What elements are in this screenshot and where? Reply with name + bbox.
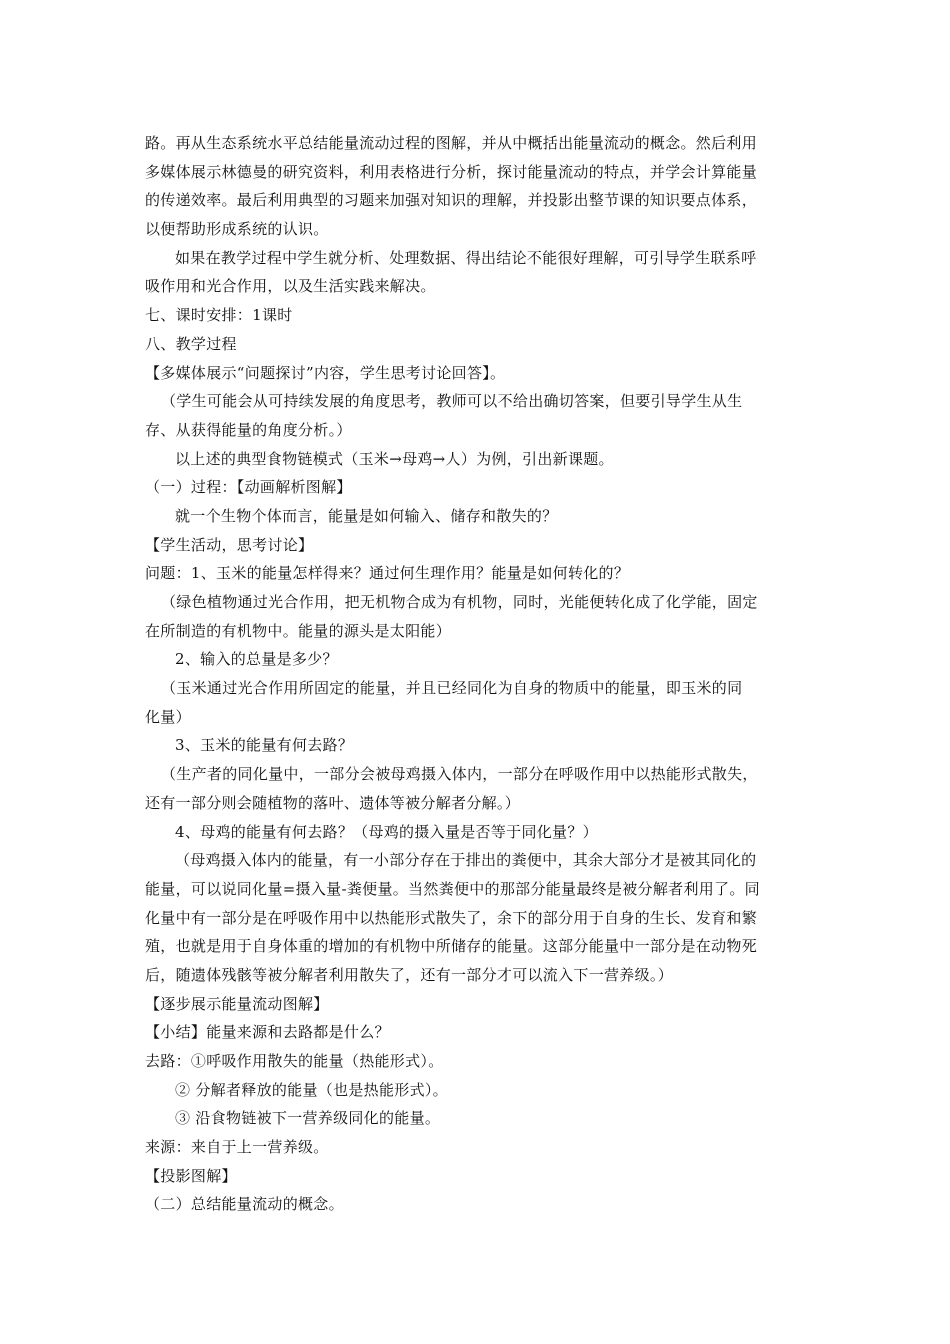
paragraph-line: 存、从获得能量的角度分析。） bbox=[145, 420, 352, 439]
summary-line: 去路：①呼吸作用散失的能量（热能形式）。 bbox=[145, 1052, 444, 1070]
subsection-heading: （一）过程：【动画解析图解】 bbox=[145, 478, 352, 497]
paragraph-line: 的传递效率。最后利用典型的习题来加强对知识的理解，并投影出整节课的知识要点体系， bbox=[145, 191, 758, 210]
section-heading: 七、课时安排：1课时 bbox=[145, 306, 293, 325]
answer-line: （生产者的同化量中，一部分会被母鸡摄入体内，一部分在呼吸作用中以热能形式散失， bbox=[161, 765, 758, 784]
paragraph-line: 多媒体展示林德曼的研究资料，利用表格进行分析，探讨能量流动的特点，并学会计算能量 bbox=[145, 162, 758, 181]
question-line: 2、输入的总量是多少？ bbox=[175, 650, 338, 669]
bracket-heading: 【逐步展示能量流动图解】 bbox=[145, 994, 329, 1013]
section-heading: 八、教学过程 bbox=[145, 334, 237, 353]
bracket-heading: 【多媒体展示“问题探讨”内容，学生思考讨论回答】。 bbox=[145, 363, 506, 382]
answer-line: 殖，也就是用于自身体重的增加的有机物中所储存的能量。这部分能量中一部分是在动物死 bbox=[145, 937, 758, 956]
paragraph-line: 路。再从生态系统水平总结能量流动过程的图解，并从中概括出能量流动的概念。然后利用 bbox=[145, 134, 758, 152]
bracket-heading: 【学生活动，思考讨论】 bbox=[145, 535, 314, 554]
summary-line: 【小结】能量来源和去路都是什么？ bbox=[145, 1023, 390, 1042]
answer-line: 还有一部分则会随植物的落叶、遗体等被分解者分解。） bbox=[145, 793, 521, 812]
answer-line: （绿色植物通过光合作用，把无机物合成为有机物，同时，光能便转化成了化学能，固定 bbox=[161, 593, 758, 611]
answer-line: （母鸡摄入体内的能量，有一小部分存在于排出的粪便中，其余大部分才是被其同化的 bbox=[175, 851, 757, 870]
summary-line: 来源：来自于上一营养级。 bbox=[145, 1138, 329, 1157]
summary-line: ③ 沿食物链被下一营养级同化的能量。 bbox=[175, 1109, 441, 1128]
answer-line: 化量） bbox=[145, 707, 191, 726]
answer-line: 能量，可以说同化量=摄入量-粪便量。当然粪便中的那部分能量最终是被分解者利用了。同 bbox=[145, 879, 760, 898]
answer-line: 后，随遗体残骸等被分解者利用散失了，还有一部分才可以流入下一营养级。） bbox=[145, 965, 674, 984]
answer-line: 化量中有一部分是在呼吸作用中以热能形式散失了，余下的部分用于自身的生长、发育和繁 bbox=[145, 908, 758, 927]
question-line: 4、母鸡的能量有何去路？（母鸡的摄入量是否等于同化量？） bbox=[175, 822, 598, 841]
paragraph-line: 就一个生物个体而言，能量是如何输入、储存和散失的？ bbox=[175, 506, 558, 525]
paragraph-line: 以上述的典型食物链模式（玉米→母鸡→人）为例，引出新课题。 bbox=[175, 449, 614, 468]
answer-line: （玉米通过光合作用所固定的能量，并且已经同化为自身的物质中的能量，即玉米的同 bbox=[161, 679, 743, 698]
paragraph-line: 吸作用和光合作用，以及生活实践来解决。 bbox=[145, 277, 436, 296]
paragraph-line: 以便帮助形成系统的认识。 bbox=[145, 220, 329, 239]
subsection-heading: （二）总结能量流动的概念。 bbox=[145, 1195, 344, 1214]
summary-line: ② 分解者释放的能量（也是热能形式）。 bbox=[175, 1080, 448, 1099]
question-line: 3、玉米的能量有何去路？ bbox=[175, 736, 354, 755]
document-page bbox=[145, 129, 810, 1219]
answer-line: 在所制造的有机物中。能量的源头是太阳能） bbox=[145, 621, 452, 640]
question-line: 问题：1、玉米的能量怎样得来？通过何生理作用？能量是如何转化的？ bbox=[145, 564, 630, 583]
bracket-heading: 【投影图解】 bbox=[145, 1166, 237, 1185]
paragraph-line: （学生可能会从可持续发展的角度思考，教师可以不给出确切答案，但要引导学生从生 bbox=[161, 392, 743, 411]
paragraph-line: 如果在教学过程中学生就分析、处理数据、得出结论不能很好理解，可引导学生联系呼 bbox=[175, 248, 757, 267]
